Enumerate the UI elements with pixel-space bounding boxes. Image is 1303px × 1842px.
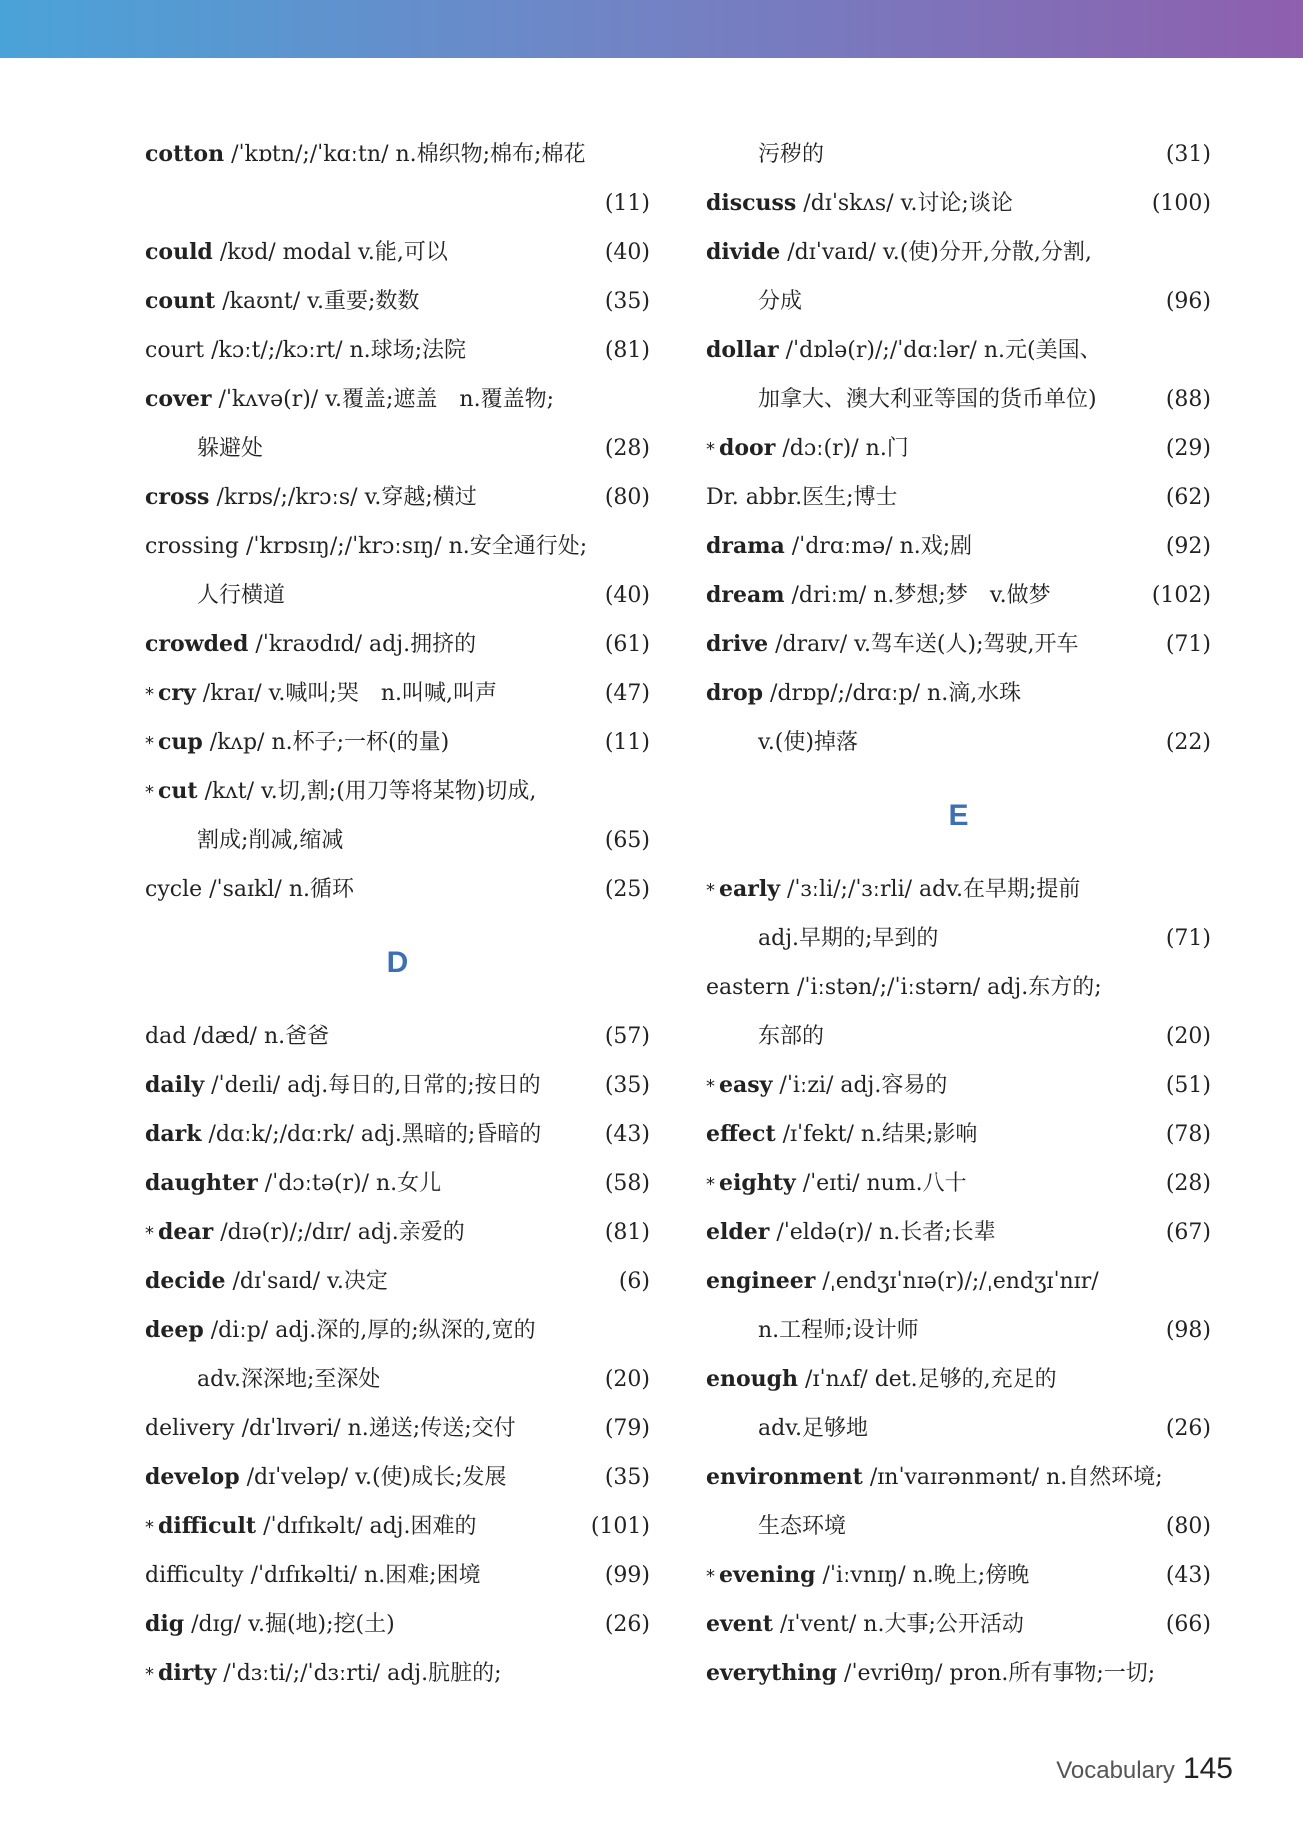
pronunciation-and-definition: /kʌp/ n.杯子;一杯(的量) [209, 730, 450, 755]
page-number: 145 [1182, 1752, 1233, 1785]
headword: dollar [706, 337, 779, 363]
headword: cut [158, 778, 198, 804]
vocabulary-entry [706, 228, 1211, 277]
vocabulary-entry [145, 1600, 650, 1649]
unit-page-reference: (88) [1165, 387, 1211, 412]
definition-continuation: 割成;削减,缩减 [197, 828, 344, 853]
headword: dirty [158, 1660, 217, 1686]
vocabulary-entry [706, 326, 1211, 375]
definition-continuation: 生态环境 [758, 1514, 847, 1539]
headword: cotton [145, 141, 225, 167]
key-word-asterisk-icon: * [706, 1076, 715, 1097]
headword: everything [706, 1660, 838, 1686]
headword: decide [145, 1268, 226, 1294]
unit-page-reference: (79) [604, 1416, 650, 1441]
headword: difficult [158, 1513, 257, 1539]
entry-continuation-line [145, 424, 650, 473]
vocabulary-entry [145, 228, 650, 277]
pronunciation-and-definition: /kaʊnt/ v.重要;数数 [222, 289, 420, 314]
vocabulary-entry [145, 1502, 650, 1551]
pronunciation-and-definition: /ˈevriθɪŋ/ pron.所有事物;一切; [844, 1661, 1156, 1686]
unit-page-reference: (101) [590, 1514, 650, 1539]
headword: discuss [706, 190, 797, 216]
unit-page-reference: (81) [604, 338, 650, 363]
definition-continuation: n.工程师;设计师 [758, 1318, 919, 1343]
vocabulary-entry [145, 1306, 650, 1355]
headword: could [145, 239, 213, 265]
vocabulary-entry [706, 1208, 1211, 1257]
pronunciation-and-definition: /dɪˈvaɪd/ v.(使)分开,分散,分割, [787, 240, 1092, 265]
pronunciation-and-definition: /ˈiːvnɪŋ/ n.晚上;傍晚 [822, 1563, 1030, 1588]
unit-page-reference: (26) [1165, 1416, 1211, 1441]
headword: crowded [145, 631, 249, 657]
footer-label: Vocabulary [1056, 1757, 1175, 1784]
pronunciation-and-definition: /ˈiːstən/;/ˈiːstərn/ adj.东方的; [796, 975, 1102, 1000]
entry-continuation-line [145, 571, 650, 620]
definition-continuation: adv.足够地 [758, 1416, 869, 1441]
headword: dark [145, 1121, 202, 1147]
vocabulary-entry [145, 1159, 650, 1208]
headword: divide [706, 239, 781, 265]
vocabulary-entry [145, 1061, 650, 1110]
vocabulary-entry [706, 669, 1211, 718]
unit-page-reference: (40) [604, 240, 650, 265]
headword: cry [158, 680, 196, 706]
entry-continuation-line [145, 816, 650, 865]
headword: Dr. [706, 485, 739, 510]
vocabulary-entry [145, 718, 650, 767]
headword: easy [719, 1072, 773, 1098]
unit-page-reference: (47) [604, 681, 650, 706]
headword: dream [706, 582, 785, 608]
pronunciation-and-definition: /ɪnˈvaɪrənmənt/ n.自然环境; [869, 1465, 1163, 1490]
pronunciation-and-definition: /ˈkɒtn/;/ˈkɑːtn/ n.棉织物;棉布;棉花 [231, 142, 586, 167]
unit-page-reference: (92) [1165, 534, 1211, 559]
entry-continuation-line [145, 179, 650, 228]
unit-page-reference: (43) [1165, 1563, 1211, 1588]
headword: cover [145, 386, 212, 412]
pronunciation-and-definition: /ˈdrɑːmə/ n.戏;剧 [791, 534, 973, 559]
unit-page-reference: (43) [604, 1122, 650, 1147]
vocabulary-entry [145, 865, 650, 914]
pronunciation-and-definition: /dɪɡ/ v.掘(地);挖(土) [191, 1612, 395, 1637]
section-letter-heading: E [948, 799, 969, 832]
unit-page-reference: (28) [1165, 1171, 1211, 1196]
unit-page-reference: (71) [1165, 632, 1211, 657]
unit-page-reference: (67) [1165, 1220, 1211, 1245]
vocabulary-entry [706, 620, 1211, 669]
vocabulary-entry [145, 1404, 650, 1453]
vocabulary-entry [706, 424, 1211, 473]
vocabulary-entry [145, 130, 650, 179]
pronunciation-and-definition: /dɪˈveləp/ v.(使)成长;发展 [246, 1465, 507, 1490]
unit-page-reference: (28) [604, 436, 650, 461]
vocabulary-entry [706, 1355, 1211, 1404]
key-word-asterisk-icon: * [706, 1566, 715, 1587]
vocabulary-entry [145, 522, 650, 571]
unit-page-reference: (62) [1165, 485, 1211, 510]
pronunciation-and-definition: /ˈkrɒsɪŋ/;/ˈkrɔːsɪŋ/ n.安全通行处; [245, 534, 588, 559]
pronunciation-and-definition: /kɔːt/;/kɔːrt/ n.球场;法院 [211, 338, 467, 363]
headword: eastern [706, 975, 790, 1000]
unit-page-reference: (31) [1165, 142, 1211, 167]
pronunciation-and-definition: /ɪˈvent/ n.大事;公开活动 [779, 1612, 1024, 1637]
unit-page-reference: (100) [1151, 191, 1211, 216]
key-word-asterisk-icon: * [145, 684, 154, 705]
definition-continuation: 东部的 [758, 1024, 825, 1049]
unit-page-reference: (96) [1165, 289, 1211, 314]
vocabulary-entry [145, 1012, 650, 1061]
entry-continuation-line [706, 277, 1211, 326]
pronunciation-and-definition: /dɪˈsaɪd/ v.决定 [232, 1269, 388, 1294]
entry-continuation-line [145, 1355, 650, 1404]
unit-page-reference: (102) [1151, 583, 1211, 608]
entry-continuation-line [706, 1306, 1211, 1355]
headword: daily [145, 1072, 205, 1098]
pronunciation-and-definition: /ɪˈfekt/ n.结果;影响 [782, 1122, 978, 1147]
unit-page-reference: (20) [1165, 1024, 1211, 1049]
unit-page-reference: (25) [604, 877, 650, 902]
key-word-asterisk-icon: * [706, 439, 715, 460]
definition-continuation: 分成 [758, 289, 803, 314]
headword: eighty [719, 1170, 796, 1196]
pronunciation-and-definition: /ˈeɪti/ num.八十 [802, 1171, 967, 1196]
entry-continuation-line [706, 130, 1211, 179]
headword: cross [145, 484, 210, 510]
entry-continuation-line [706, 375, 1211, 424]
headword: dad [145, 1024, 187, 1049]
pronunciation-and-definition: /ˈdɔːtə(r)/ n.女儿 [264, 1171, 442, 1196]
page-footer [1056, 1752, 1233, 1786]
headword: daughter [145, 1170, 258, 1196]
unit-page-reference: (57) [604, 1024, 650, 1049]
pronunciation-and-definition: /ˈdɜːti/;/ˈdɜːrti/ adj.肮脏的; [223, 1661, 502, 1686]
pronunciation-and-definition: /dæd/ n.爸爸 [193, 1024, 330, 1049]
headword: evening [719, 1562, 816, 1588]
unit-page-reference: (78) [1165, 1122, 1211, 1147]
key-word-asterisk-icon: * [145, 1517, 154, 1538]
headword: drive [706, 631, 769, 657]
vocabulary-entry [145, 620, 650, 669]
pronunciation-and-definition: /kʊd/ modal v.能,可以 [219, 240, 448, 265]
key-word-asterisk-icon: * [706, 880, 715, 901]
vocabulary-entry [145, 1649, 650, 1698]
vocabulary-entry [145, 473, 650, 522]
headword: cup [158, 729, 203, 755]
unit-page-reference: (71) [1165, 926, 1211, 951]
pronunciation-and-definition: /ˈɜːli/;/ˈɜːrli/ adv.在早期;提前 [786, 877, 1081, 902]
header-gradient-band [0, 0, 1303, 58]
vocabulary-entry [145, 375, 650, 424]
unit-page-reference: (20) [604, 1367, 650, 1392]
key-word-asterisk-icon: * [145, 782, 154, 803]
headword: cycle [145, 877, 203, 902]
unit-page-reference: (11) [604, 730, 650, 755]
headword: event [706, 1611, 773, 1637]
headword: drop [706, 680, 764, 706]
vocabulary-entry [145, 326, 650, 375]
vocabulary-entry [145, 767, 650, 816]
headword: difficulty [145, 1563, 244, 1588]
unit-page-reference: (35) [604, 1465, 650, 1490]
pronunciation-and-definition: /ˈkraʊdɪd/ adj.拥挤的 [255, 632, 477, 657]
vocabulary-entry [706, 1649, 1211, 1698]
vocabulary-entry [706, 473, 1211, 522]
headword: environment [706, 1464, 863, 1490]
pronunciation-and-definition: /ˈkʌvə(r)/ v.覆盖;遮盖 n.覆盖物; [218, 387, 555, 412]
headword: develop [145, 1464, 240, 1490]
definition-continuation: 躲避处 [197, 436, 264, 461]
unit-page-reference: (35) [604, 289, 650, 314]
headword: delivery [145, 1416, 235, 1441]
headword: deep [145, 1317, 204, 1343]
key-word-asterisk-icon: * [145, 1223, 154, 1244]
pronunciation-and-definition: /dɪˈlɪvəri/ n.递送;传送;交付 [241, 1416, 516, 1441]
unit-page-reference: (51) [1165, 1073, 1211, 1098]
pronunciation-and-definition: /ˈsaɪkl/ n.循环 [209, 877, 354, 902]
vocabulary-entry [706, 1110, 1211, 1159]
unit-page-reference: (80) [1165, 1514, 1211, 1539]
unit-page-reference: (81) [604, 1220, 650, 1245]
unit-page-reference: (40) [604, 583, 650, 608]
headword: dig [145, 1611, 185, 1637]
unit-page-reference: (29) [1165, 436, 1211, 461]
vocabulary-entry [706, 571, 1211, 620]
vocabulary-entry [706, 865, 1211, 914]
unit-page-reference: (58) [604, 1171, 650, 1196]
pronunciation-and-definition: /draɪv/ v.驾车送(人);驾驶,开车 [775, 632, 1079, 657]
vocabulary-entry [706, 1257, 1211, 1306]
pronunciation-and-definition: /drɒp/;/drɑːp/ n.滴,水珠 [770, 681, 1022, 706]
pronunciation-and-definition: /diːp/ adj.深的,厚的;纵深的,宽的 [210, 1318, 536, 1343]
vocabulary-entry [706, 963, 1211, 1012]
pronunciation-and-definition: /ˈdeɪli/ adj.每日的,日常的;按日的 [211, 1073, 541, 1098]
definition-continuation: v.(使)掉落 [758, 730, 858, 755]
headword: early [719, 876, 780, 902]
vocabulary-entry [145, 277, 650, 326]
vocabulary-entry [145, 1257, 650, 1306]
vocabulary-entry [706, 1600, 1211, 1649]
unit-page-reference: (22) [1165, 730, 1211, 755]
unit-page-reference: (65) [604, 828, 650, 853]
pronunciation-and-definition: abbr.医生;博士 [745, 485, 898, 510]
vocabulary-entry [145, 669, 650, 718]
unit-page-reference: (66) [1165, 1612, 1211, 1637]
headword: crossing [145, 534, 239, 559]
unit-page-reference: (99) [604, 1563, 650, 1588]
definition-continuation: 污秽的 [758, 142, 825, 167]
pronunciation-and-definition: /ˈeldə(r)/ n.长者;长辈 [776, 1220, 996, 1245]
key-word-asterisk-icon: * [145, 1664, 154, 1685]
vocabulary-entry [706, 1551, 1211, 1600]
vocabulary-entry [145, 1110, 650, 1159]
key-word-asterisk-icon: * [145, 733, 154, 754]
pronunciation-and-definition: /kʌt/ v.切,割;(用刀等将某物)切成, [204, 779, 537, 804]
headword: enough [706, 1366, 799, 1392]
unit-page-reference: (26) [604, 1612, 650, 1637]
pronunciation-and-definition: /ˌendʒɪˈnɪə(r)/;/ˌendʒɪˈnɪr/ [822, 1269, 1099, 1294]
unit-page-reference: (98) [1165, 1318, 1211, 1343]
definition-continuation: 人行横道 [197, 583, 286, 608]
vocabulary-entry [706, 522, 1211, 571]
pronunciation-and-definition: /dɑːk/;/dɑːrk/ adj.黑暗的;昏暗的 [208, 1122, 542, 1147]
definition-continuation: 加拿大、澳大利亚等国的货币单位) [758, 387, 1097, 412]
pronunciation-and-definition: /krɒs/;/krɔːs/ v.穿越;横过 [216, 485, 477, 510]
pronunciation-and-definition: /ˈdɪfɪkəlti/ n.困难;困境 [250, 1563, 481, 1588]
pronunciation-and-definition: /dɪˈskʌs/ v.讨论;谈论 [803, 191, 1013, 216]
vocabulary-entry [706, 1159, 1211, 1208]
headword: engineer [706, 1268, 816, 1294]
unit-page-reference: (6) [618, 1269, 650, 1294]
vocabulary-entry [145, 1208, 650, 1257]
vocabulary-column-left [145, 130, 650, 1698]
headword: court [145, 338, 205, 363]
definition-continuation: adj.早期的;早到的 [758, 926, 939, 951]
entry-continuation-line [706, 1404, 1211, 1453]
vocabulary-entry [706, 1453, 1211, 1502]
headword: count [145, 288, 216, 314]
headword: drama [706, 533, 785, 559]
entry-continuation-line [706, 718, 1211, 767]
pronunciation-and-definition: /dɔː(r)/ n.门 [782, 436, 909, 461]
headword: door [719, 435, 776, 461]
pronunciation-and-definition: /ˈdɪfɪkəlt/ adj.困难的 [263, 1514, 477, 1539]
unit-page-reference: (11) [604, 191, 650, 216]
headword: effect [706, 1121, 776, 1147]
headword: elder [706, 1219, 770, 1245]
unit-page-reference: (80) [604, 485, 650, 510]
definition-continuation: adv.深深地;至深处 [197, 1367, 381, 1392]
pronunciation-and-definition: /ɪˈnʌf/ det.足够的,充足的 [805, 1367, 1057, 1392]
unit-page-reference: (61) [604, 632, 650, 657]
key-word-asterisk-icon: * [706, 1174, 715, 1195]
entry-continuation-line [706, 914, 1211, 963]
vocabulary-entry [706, 1061, 1211, 1110]
pronunciation-and-definition: /ˈdɒlə(r)/;/ˈdɑːlər/ n.元(美国、 [785, 338, 1102, 363]
pronunciation-and-definition: /ˈiːzi/ adj.容易的 [779, 1073, 948, 1098]
section-letter-heading: D [386, 946, 409, 979]
vocabulary-entry [145, 1453, 650, 1502]
vocabulary-entry [145, 1551, 650, 1600]
unit-page-reference: (35) [604, 1073, 650, 1098]
vocabulary-entry [706, 179, 1211, 228]
entry-continuation-line [706, 1502, 1211, 1551]
vocabulary-column-right [706, 130, 1211, 1698]
pronunciation-and-definition: /dɪə(r)/;/dɪr/ adj.亲爱的 [220, 1220, 465, 1245]
pronunciation-and-definition: /driːm/ n.梦想;梦 v.做梦 [791, 583, 1051, 608]
pronunciation-and-definition: /kraɪ/ v.喊叫;哭 n.叫喊,叫声 [202, 681, 497, 706]
entry-continuation-line [706, 1012, 1211, 1061]
headword: dear [158, 1219, 214, 1245]
